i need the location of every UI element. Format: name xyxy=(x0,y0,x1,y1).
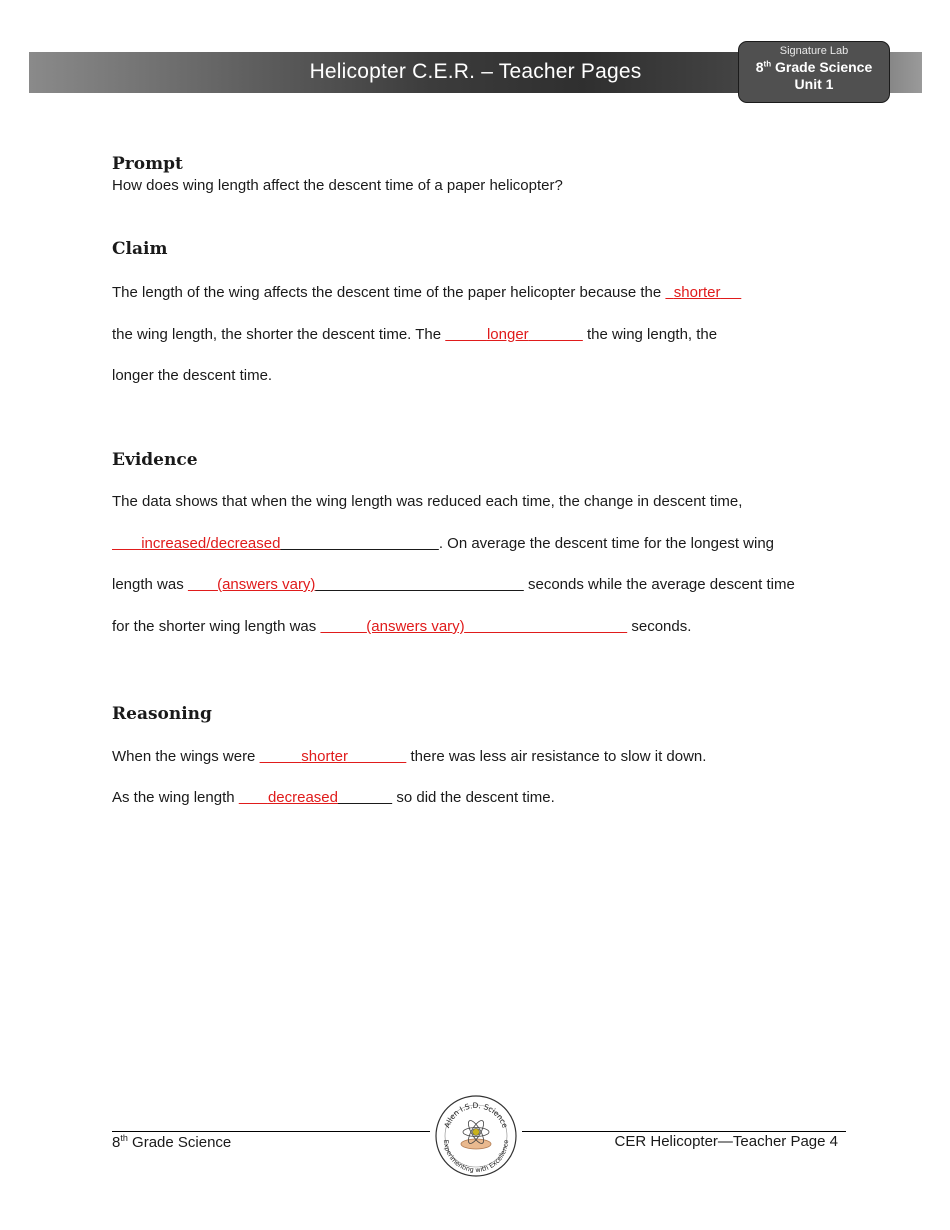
footer-grade-number: 8 xyxy=(112,1134,121,1151)
evidence-answer-2: (answers vary) xyxy=(217,576,316,593)
badge-signature-lab: Signature Lab xyxy=(779,45,849,57)
reasoning-line-1 xyxy=(112,748,706,766)
reasoning-heading: Reasoning xyxy=(112,704,212,724)
footer-page-label: CER Helicopter—Teacher Page 4 xyxy=(614,1133,838,1150)
claim-answer-2: longer xyxy=(486,326,529,343)
evidence-line-4 xyxy=(112,618,691,636)
reasoning-line-1-text-b: there was less air resistance to slow it down. xyxy=(406,748,707,765)
claim-line-2-text-a: the wing length, the shorter the descent time. The xyxy=(112,326,446,343)
claim-line-1-text: The length of the wing affects the descent time of the paper helicopter because the xyxy=(112,284,666,301)
reasoning-answer-1: shorter xyxy=(301,748,348,765)
reasoning-answer-2: decreased xyxy=(267,789,338,806)
evidence-line-1: The data shows that when the wing length was reduced each time, the change in descent time, xyxy=(112,493,743,510)
unit-badge xyxy=(738,41,890,103)
evidence-line-2 xyxy=(112,535,774,553)
reasoning-answer-2-tail xyxy=(338,789,392,806)
logo-top-text: Allen I.S.D. Science xyxy=(442,1100,510,1130)
evidence-answer-1-tail xyxy=(280,535,438,552)
claim-heading: Claim xyxy=(112,239,168,259)
page-title: Helicopter C.E.R. – Teacher Pages xyxy=(309,60,642,83)
reasoning-line-2 xyxy=(112,789,555,807)
badge-grade-suffix: th xyxy=(763,59,772,69)
reasoning-line-2-text-a: As the wing length xyxy=(112,789,239,806)
footer-grade-suffix: th xyxy=(120,1133,128,1143)
footer-grade-label: Grade Science xyxy=(127,1134,232,1151)
evidence-line-3-text-b: seconds while the average descent time xyxy=(523,576,795,593)
logo-bottom-text: Experimenting with Excellence xyxy=(441,1139,511,1175)
claim-answer-1: shorter xyxy=(673,284,721,301)
evidence-heading: Evidence xyxy=(112,450,198,470)
prompt-heading: Prompt xyxy=(112,154,183,174)
badge-grade xyxy=(739,59,889,75)
footer-rule-left xyxy=(112,1131,430,1132)
badge-grade-number: 8 xyxy=(755,59,764,75)
claim-line-2 xyxy=(112,326,717,344)
evidence-line-3-text-a: length was xyxy=(112,576,188,593)
allen-isd-science-logo xyxy=(434,1094,518,1178)
badge-unit: Unit 1 xyxy=(794,76,834,92)
reasoning-line-1-text-a: When the wings were xyxy=(112,748,260,765)
reasoning-line-2-text-b: so did the descent time. xyxy=(392,789,555,806)
evidence-line-2-text: . On average the descent time for the longest wing xyxy=(438,535,775,552)
claim-line-1 xyxy=(112,284,741,302)
logo-nucleus xyxy=(473,1129,480,1136)
evidence-answer-1: increased/decreased xyxy=(141,535,281,552)
evidence-answer-3: (answers vary) xyxy=(366,618,465,635)
evidence-line-4-text-b: seconds. xyxy=(627,618,692,635)
claim-line-2-text-b: the wing length, the xyxy=(582,326,718,343)
claim-line-3: longer the descent time. xyxy=(112,367,273,384)
footer-rule-right xyxy=(522,1131,846,1132)
evidence-answer-2-tail xyxy=(315,576,523,593)
badge-grade-label: Grade Science xyxy=(771,59,873,75)
evidence-line-4-text-a: for the shorter wing length was xyxy=(112,618,321,635)
evidence-line-3 xyxy=(112,576,795,594)
prompt-text: How does wing length affect the descent time of a paper helicopter? xyxy=(112,177,563,194)
logo-hand xyxy=(461,1139,491,1149)
footer-grade xyxy=(112,1133,231,1151)
